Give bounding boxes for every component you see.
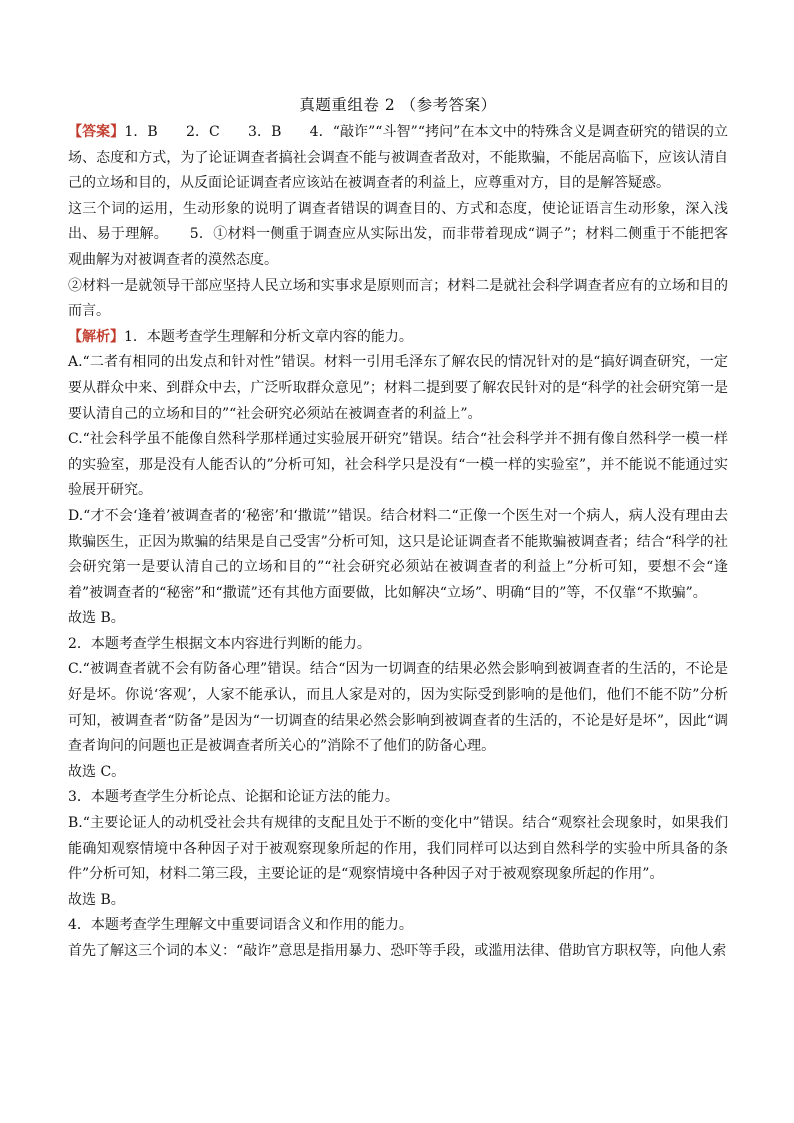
analysis-q2-conclusion: 故选 C。 (68, 763, 126, 780)
analysis-q1-option-d: D.“才不会‘逢着’被调查者的‘秘密’和‘撒谎’”错误。结合材料二“正像一个医生对一个病人，病人没有理由去欺骗医生，正因为欺骗的结果是自己受害”分析可知，这只是论证调查者不能欺骗被调查者；结合“科学的社会研究第一是要认清自己的立场和目的”“社会研究必须站在被调查者的利益上”分析可知，要想不会“逢着”被调查者的“秘密”和“撒谎”还有其他方面要做，比如解决“立场”、明确“目的”等，不仅靠“不欺骗”。 (68, 507, 728, 601)
analysis-q2-option-c: C.“被调查者就不会有防备心理”错误。结合“因为一切调查的结果必然会影响到被调查者的生活的，不论是好是坏。你说‘客观’，人家不能承认，而且人家是对的，因为实际受到影响的是他们，他们不能不防”分析可知，被调查者“防备”是因为“一切调查的结果必然会影响到被调查者的生活的，不论是好是坏”，因此“调查者询问的问题也正是被调查者所关心的”消除不了他们的防备心理。 (68, 661, 728, 755)
analysis-q3-option-b: B.“主要论证人的动机受社会共有规律的支配且处于不断的变化中”错误。结合“观察社会现象时，如果我们能确知观察情境中各种因子对于被观察现象所起的作用，我们同样可以达到自然科学的实验中所具备的条件”分析可知，材料二第三段，主要论证的是“观察情境中各种因子对于被观察现象所起的作用”。 (68, 815, 728, 883)
analysis-q4-paragraph-1: 首先了解这三个词的本义：“敲诈”意思是指用暴力、恐吓等手段，或滥用法律、借助官方职权等，向他人索 (68, 943, 727, 959)
analysis-q1-option-a: A.“二者有相同的出发点和针对性”错误。材料一引用毛泽东了解农民的情况针对的是“搞好调查研究，一定要从群众中来、到群众中去，广泛听取群众意见”；材料二提到要了解农民针对的是“科学的社会研究第一是要认清自己的立场和目的”“社会研究必须站在被调查者的利益上”。 (68, 354, 728, 422)
answer-text-1: 1．B 2．C 3．B 4．“敲诈”“斗智”“拷问”在本文中的特殊含义是调查研究的错误的立场、态度和方式，为了论证调查者搞社会调查不能与被调查者敌对，不能欺骗，不能居高临下，应该认清自己的立场和目的，从反面论证调查者应该站在被调查者的利益上，应尊重对方，目的是解答疑惑。 (68, 124, 729, 192)
answer-paragraph-1 (68, 120, 728, 197)
answer-paragraph-3: ②材料一是就领导干部应坚持人民立场和实事求是原则而言；材料二是就社会科学调查者应有的立场和目的而言。 (68, 277, 728, 320)
answer-document (68, 92, 728, 965)
analysis-q4-heading: 4．本题考查学生理解文中重要词语含义和作用的能力。 (68, 917, 413, 934)
analysis-q3-conclusion: 故选 B。 (68, 891, 125, 908)
analysis-tag: 【解析】 (68, 328, 124, 345)
analysis-q3-heading: 3．本题考查学生分析论点、论据和论证方法的能力。 (68, 789, 399, 806)
answer-paragraph-2: 这三个词的运用，生动形象的说明了调查者错误的调查目的、方式和态度，使论证语言生动形象，深入浅出、易于理解。 5．①材料一侧重于调查应从实际出发，而非带着现成“调子”；材料二侧重于不能把客观曲解为对被调查者的漠然态度。 (68, 200, 728, 268)
analysis-paragraph-1 (68, 325, 728, 351)
analysis-q1-conclusion: 故选 B。 (68, 610, 125, 627)
analysis-q1-option-c: C.“社会科学虽不能像自然科学那样通过实验展开研究”错误。结合“社会科学并不拥有像自然科学一模一样的实验室，那是没有人能否认的”分析可知，社会科学只是没有“一模一样的实验室”，并不能说不能通过实验展开研究。 (68, 431, 728, 499)
page-title: 真题重组卷 2 （参考答案） (299, 96, 497, 114)
answer-tag: 【答案】 (68, 124, 125, 140)
analysis-q2-heading: 2．本题考查学生根据文本内容进行判断的能力。 (68, 635, 371, 652)
analysis-q1-heading: 1．本题考查学生理解和分析文章内容的能力。 (124, 328, 413, 345)
